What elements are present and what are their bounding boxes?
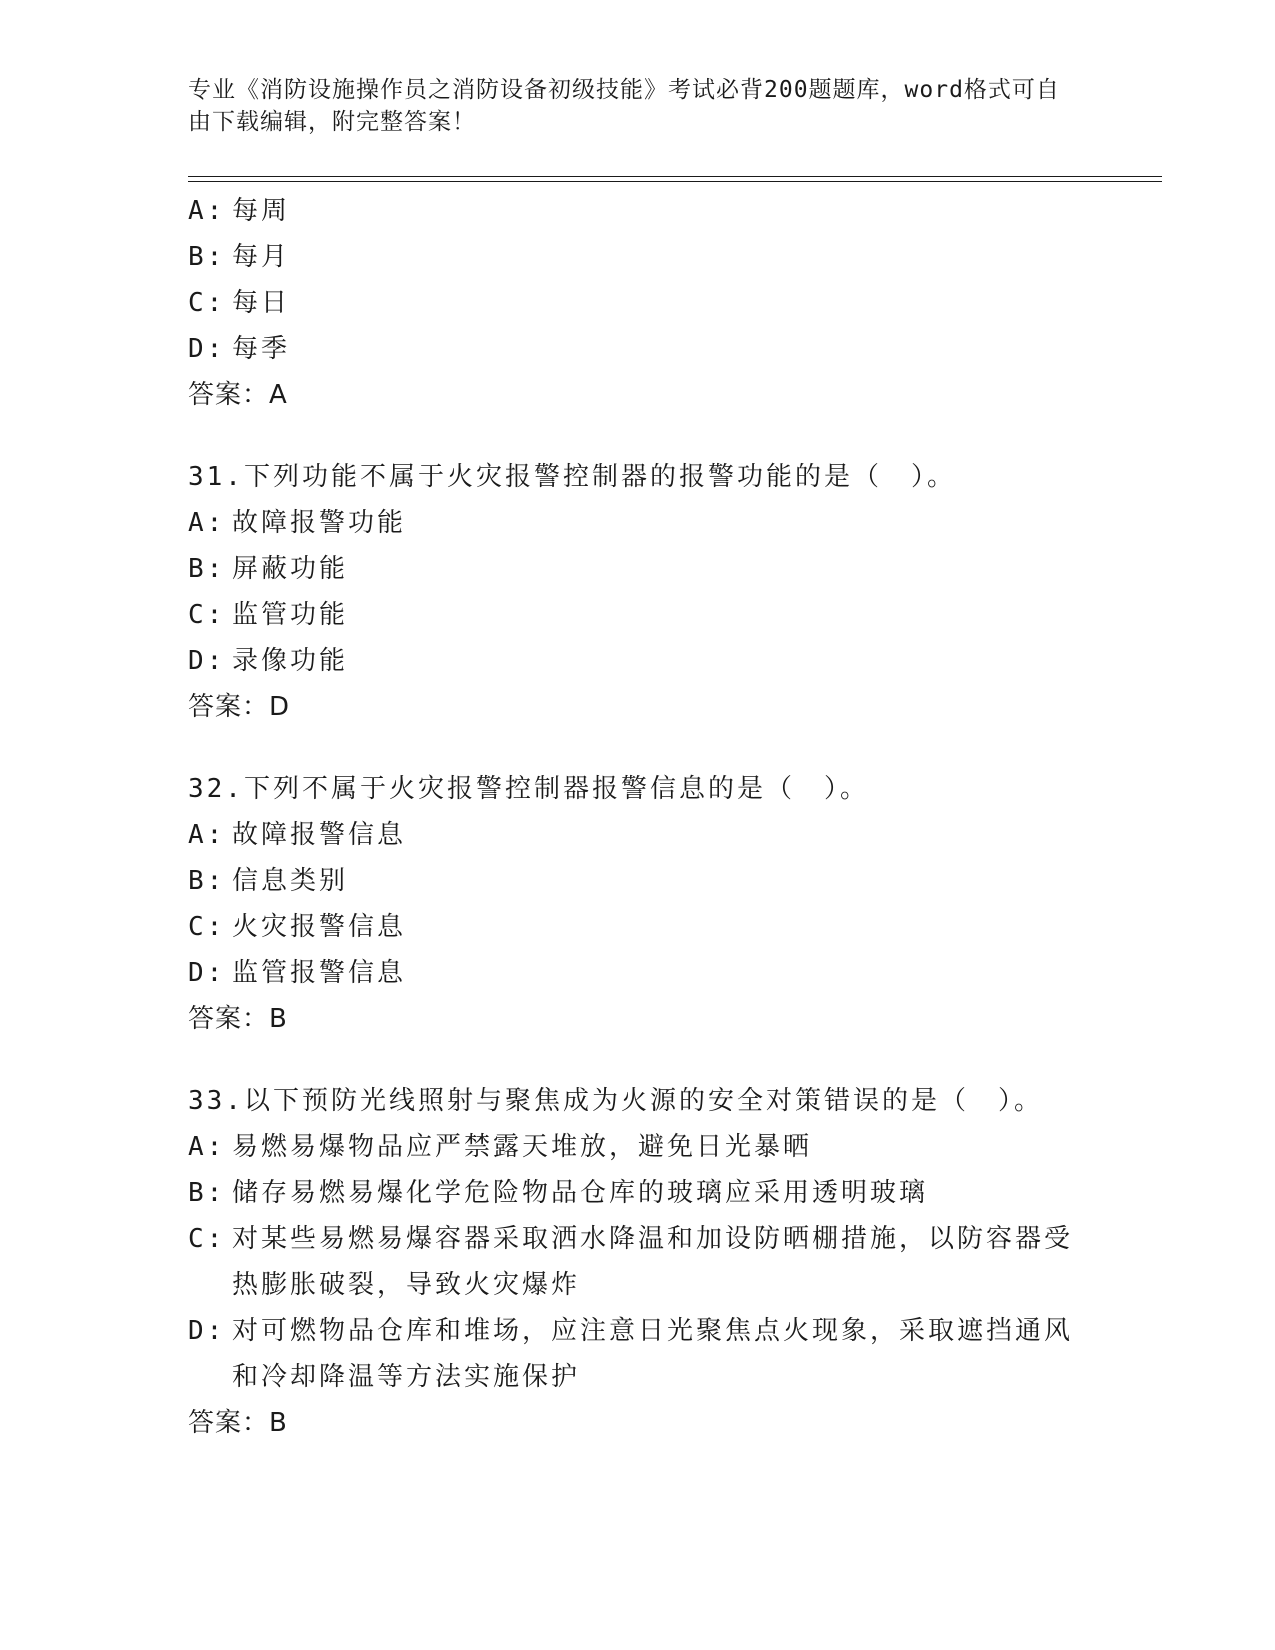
question-block-31: [188, 454, 1078, 730]
option-text: 储存易燃易爆化学危险物品仓库的玻璃应采用透明玻璃: [232, 1178, 929, 1208]
header-divider-top: [188, 176, 1162, 177]
option-text: 火灾报警信息: [232, 912, 407, 942]
option-text: 信息类别: [232, 866, 349, 896]
option-key: B:: [188, 242, 226, 272]
answer-line: 答案：A: [188, 380, 288, 410]
question-stem: 33.以下预防光线照射与聚焦成为火源的安全对策错误的是（ ）。: [188, 1086, 1043, 1116]
header-divider-bottom: [188, 181, 1162, 182]
answer-line: 答案：D: [188, 692, 291, 722]
document-header: 专业《消防设施操作员之消防设备初级技能》考试必背200题题库，word格式可自由下载编辑，附完整答案！: [188, 77, 1060, 135]
option-a: [188, 188, 1078, 234]
option-d: [188, 326, 1078, 372]
option-key: A:: [188, 196, 226, 226]
option-key: D:: [188, 334, 226, 364]
option-text: 每季: [232, 334, 291, 364]
option-text: 对可燃物品仓库和堆场，应注意日光聚焦点火现象，采取遮挡通风和冷却降温等方法实施保护: [232, 1316, 1074, 1392]
option-text: 故障报警功能: [232, 508, 407, 538]
option-d: [188, 1308, 1078, 1400]
option-key: B:: [188, 866, 226, 896]
question-stem: 32.下列不属于火灾报警控制器报警信息的是（ ）。: [188, 774, 869, 804]
option-a: [188, 1124, 1078, 1170]
option-c: [188, 1216, 1078, 1308]
question-block-partial: [188, 188, 1078, 418]
question-stem: 31.下列功能不属于火灾报警控制器的报警功能的是（ ）。: [188, 462, 956, 492]
option-b: [188, 546, 1078, 592]
option-c: [188, 592, 1078, 638]
option-text: 每周: [232, 196, 291, 226]
option-text: 对某些易燃易爆容器采取洒水降温和加设防晒棚措施，以防容器受热膨胀破裂，导致火灾爆炸: [232, 1224, 1074, 1300]
option-text: 监管报警信息: [232, 958, 407, 988]
answer-line: 答案：B: [188, 1004, 288, 1034]
option-text: 监管功能: [232, 600, 349, 630]
option-a: [188, 500, 1078, 546]
option-a: [188, 812, 1078, 858]
question-content: [188, 188, 1078, 1446]
option-key: D:: [188, 1316, 226, 1346]
option-b: [188, 1170, 1078, 1216]
option-text: 屏蔽功能: [232, 554, 349, 584]
option-key: D:: [188, 646, 226, 676]
question-block-33: [188, 1078, 1078, 1446]
option-key: A:: [188, 1132, 226, 1162]
option-key: A:: [188, 820, 226, 850]
option-key: C:: [188, 600, 226, 630]
spacer: [188, 1042, 1078, 1078]
option-text: 故障报警信息: [232, 820, 407, 850]
option-b: [188, 234, 1078, 280]
option-text: 每日: [232, 288, 291, 318]
spacer: [188, 730, 1078, 766]
answer-line: 答案：B: [188, 1408, 288, 1438]
question-block-32: [188, 766, 1078, 1042]
option-d: [188, 638, 1078, 684]
spacer: [188, 418, 1078, 454]
option-key: B:: [188, 1178, 226, 1208]
option-c: [188, 904, 1078, 950]
option-key: C:: [188, 912, 226, 942]
option-d: [188, 950, 1078, 996]
option-text: 每月: [232, 242, 291, 272]
option-text: 录像功能: [232, 646, 349, 676]
option-key: C:: [188, 1224, 226, 1254]
option-key: D:: [188, 958, 226, 988]
option-key: A:: [188, 508, 226, 538]
option-key: C:: [188, 288, 226, 318]
option-text: 易燃易爆物品应严禁露天堆放，避免日光暴晒: [232, 1132, 813, 1162]
option-c: [188, 280, 1078, 326]
option-key: B:: [188, 554, 226, 584]
option-b: [188, 858, 1078, 904]
